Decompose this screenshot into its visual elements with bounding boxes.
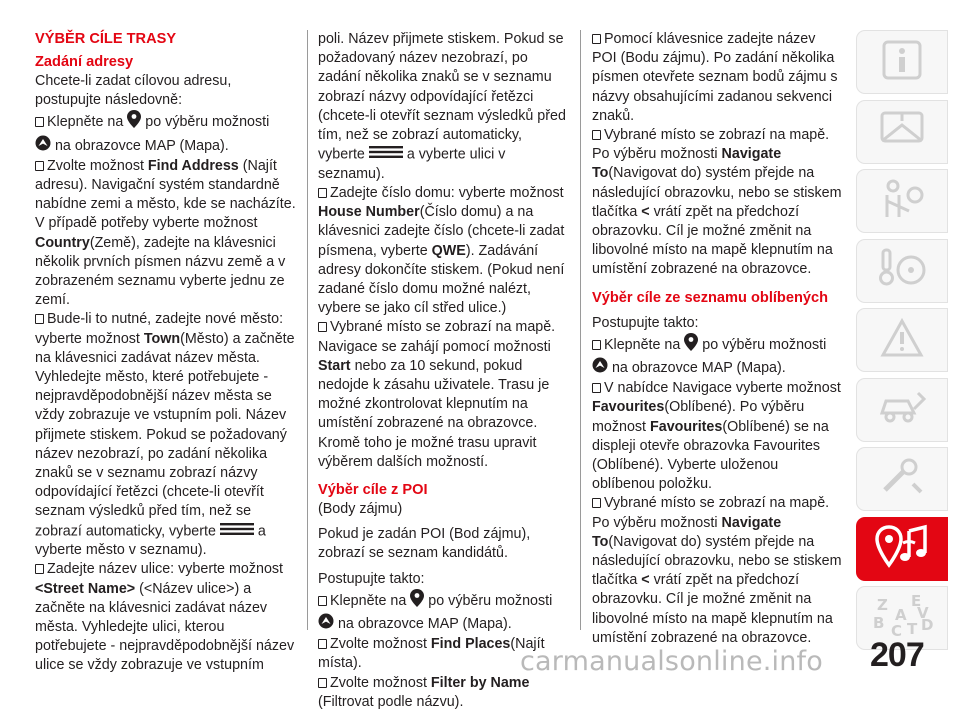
fav-step-navigate: Vybrané místo se zobrazí na mapě. Po výběru možnosti Navigate To(Navigovat do) systém přejde na následující obrazovku, nebo se stiskem tlačítka < vrátí zpět na předchozí obrazovku. Cíl je možné změnit na libovolné místo na mapě klepnutím na umístění zobrazené na obrazovce. (592, 495, 842, 646)
page-number: 207 (870, 636, 924, 674)
fav-steps-label: Postupujte takto: (592, 314, 699, 331)
column-1 (35, 30, 297, 676)
car-service-icon (876, 387, 928, 432)
pin-icon (410, 589, 424, 613)
bullet-icon (35, 314, 44, 324)
seatbelt-airbag-icon (879, 177, 925, 226)
bullet-icon (318, 596, 327, 606)
pin-icon (684, 333, 698, 357)
tab-multimedia[interactable] (856, 517, 948, 581)
column-2 (318, 30, 572, 712)
chapter-tabs (856, 30, 948, 656)
multimedia-icon (873, 519, 931, 578)
bullet-icon (35, 161, 44, 171)
svg-text:D: D (921, 615, 933, 634)
poi-steps-label: Postupujte takto: (318, 570, 425, 587)
svg-text:Z: Z (877, 595, 888, 614)
bullet-icon (592, 340, 601, 350)
poi-step-navigate: Vybrané místo se zobrazí na mapě. Po výběru možnosti Navigate To(Navigovat do) systém přejde na následující obrazovku, nebo se stiskem tlačítka < vrátí zpět na předchozí obrazovku. Cíl je možné změnit na libovolné místo na mapě klepnutím na umístění zobrazené na obrazovce. (592, 127, 842, 278)
bullet-icon (592, 130, 601, 140)
svg-text:V: V (917, 603, 929, 622)
tab-maintenance[interactable] (856, 378, 948, 442)
navigation-arrow-icon (592, 357, 608, 379)
bullet-icon (592, 498, 601, 508)
fav-step-menu: V nabídce Navigace vyberte možnost Favourites(Oblíbené). Po výběru možnost Favourites(Oblíbené) se na displeji otevře obrazovka Favourites (Oblíbené). Vyberte uloženou oblíbenou položku. (592, 380, 841, 493)
bullet-icon (592, 34, 601, 44)
info-icon (881, 39, 923, 86)
step-start: Vybrané místo se zobrazí na mapě. Navigace se zahájí pomocí možnosti Start nebo za 10 sekund, pokud nedojde k zásahu uživatele. Trasu je možné zkontrolovat klepnutím na umístění zobrazené na obrazovce. Kromě toho je možné trasu upravit výběrem dalších možností. (318, 319, 556, 470)
watermark: carmanualsonline.info (520, 646, 823, 677)
section-heading-poi: Výběr cíle z POI (318, 482, 428, 499)
bullet-icon (35, 117, 44, 127)
intro-text: Chcete-li zadat cílovou adresu, postupujte následovně: (35, 73, 232, 109)
step-town: Bude-li to nutné, zadejte nové město: vyberte možnost Town(Město) a začněte na klávesnici zadávat název města. Vyhledejte město, které potřebujete - nejpravděpodobnější název města se vždy zobrazuje ve vstupním poli. Název přijmete stiskem. Pokud se požadovaný název nezobrazí, po zadání několika znaků se v seznamu zobrazí názvy odpovídající řetězci (chcete-li otevřít seznam výsledků před tím, než se zobrazí automaticky, vyberte a vyberte město v seznamu). (35, 311, 295, 559)
svg-text:E: E (911, 591, 922, 610)
poi-step-filter: Zvolte možnost Filter by Name (Filtrovat podle názvu). (318, 674, 530, 710)
svg-text:A: A (895, 605, 907, 624)
svg-text:B: B (873, 613, 885, 632)
poi-step-tap: Klepněte na po výběru možnosti na obrazovce MAP (Mapa). (318, 589, 572, 635)
bullet-icon (318, 188, 327, 198)
step-find-address: Zvolte možnost Find Address (Najít adresu). Navigační systém standardně nabídne zemi a město, kde se nacházíte. V případě potřeby vyberte možnost Country(Země), zadejte na klávesnici několik prvních písmen názvu země a v zobrazeném seznamu vyberte jednu ze zemí. (35, 157, 296, 309)
tab-info[interactable] (856, 30, 948, 94)
bullet-icon (318, 639, 327, 649)
column-divider (307, 30, 308, 630)
tab-dashboard[interactable] (856, 100, 948, 164)
bullet-icon (318, 322, 327, 332)
road-warning-icon (879, 317, 925, 364)
tab-technical[interactable] (856, 447, 948, 511)
fav-step-tap: Klepněte na po výběru možnosti na obrazovce MAP (Mapa). (592, 333, 842, 379)
navigation-arrow-icon (318, 613, 334, 635)
poi-subtitle: (Body zájmu) (318, 501, 403, 518)
key-steering-icon (877, 246, 927, 295)
poi-step-find-places: Zvolte možnost Find Places(Najít místa). (318, 636, 545, 672)
bullet-icon (592, 383, 601, 393)
svg-text:C: C (891, 621, 903, 640)
tools-specs-icon (877, 456, 927, 503)
section-heading-address: Zadání adresy (35, 54, 134, 70)
tab-emergency[interactable] (856, 308, 948, 372)
column-divider (580, 30, 581, 630)
dashboard-warning-icon (879, 109, 925, 154)
bullet-icon (318, 678, 327, 688)
list-menu-icon (369, 145, 403, 164)
list-menu-icon (220, 522, 254, 541)
page-title: VÝBĚR CÍLE TRASY (35, 31, 177, 47)
section-heading-favourites: Výběr cíle ze seznamu oblíbených (592, 289, 829, 306)
tab-safety[interactable] (856, 169, 948, 233)
tab-start-driving[interactable] (856, 239, 948, 303)
step-house-number: Zadejte číslo domu: vyberte možnost House Number(Číslo domu) a na klávesnici zadejte číslo (chcete-li zadat písmena, vyberte QWE). Zadávání adresy dokončíte stiskem. (Pokud není zadané číslo domu možné nalézt, vybere se jako cíl střed ulice.) (318, 185, 565, 317)
pin-icon (127, 110, 141, 134)
poi-intro: Pokud je zadán POI (Bod zájmu), zobrazí se seznam kandidátů. (318, 526, 531, 562)
column-3 (592, 30, 842, 648)
svg-text:T: T (907, 619, 918, 638)
step-street: Zadejte název ulice: vyberte možnost <Street Name> (<Název ulice>) a začněte na klávesnici zadávat název města. Vyhledejte ulici, kterou potřebujete - nejpravděpodobnější název ulice se vždy zobrazuje ve vstupním (35, 561, 295, 674)
poi-step-keyboard: Pomocí klávesnice zadejte název POI (Bodu zájmu). Po zadání několika písmen otevřete seznam bodů zájmu s názvy obsahujícími zadanou sekvenci znaků. (592, 31, 838, 124)
step-tap-nav: Klepněte na po výběru možnosti na obrazovce MAP (Mapa). (35, 110, 297, 156)
navigation-arrow-icon (35, 135, 51, 157)
bullet-icon (35, 564, 44, 574)
street-continued: poli. Název přijmete stiskem. Pokud se požadovaný název nezobrazí, po zadání několika znaků se v seznamu zobrazí názvy odpovídající řetězci (chcete-li otevřít seznam výsledků před tím, než se zobrazí automaticky, vyberte a vyberte ulici v seznamu). (318, 31, 566, 182)
